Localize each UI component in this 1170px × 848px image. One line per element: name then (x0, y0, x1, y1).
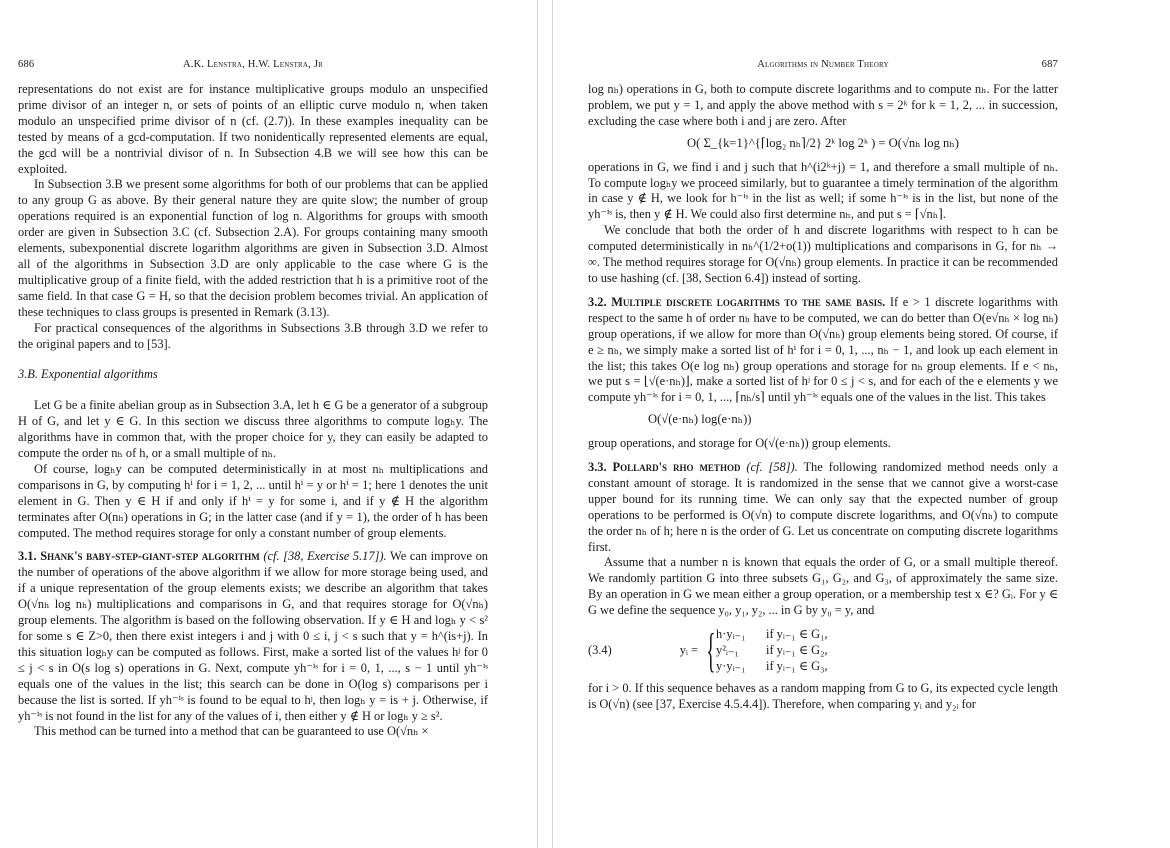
display-formula: O(√(e·nₕ) log(e·nₕ)) (648, 412, 752, 427)
case-expression: y·yᵢ₋₁ (716, 659, 746, 674)
right-header-title: Algorithms in Number Theory (757, 59, 889, 71)
case-condition: if yᵢ₋₁ ∈ G₂, (766, 643, 828, 658)
paragraph: We conclude that both the order of h and discrete logarithms with respect to h can be computed deterministically in nₕ^(1/2+o(1)) multiplications and comparisons in G, for nₕ → ∞. The method requires storage for O(√nₕ) group elements. In practice it can be recommended to use hashing (cf. [38, Section 6.4]) instead of sorting. (588, 223, 1058, 285)
paragraph: representations do not exist are for instance multiplicative groups modulo an unspecified prime divisor of an integer n, or sets of points of an elliptic curve modulo n, when taken modulo an unspecified prime divisor of n (cf. (2.7)). In these examples inequality can be tested by means of a gcd-computation. If two nonidentically represented elements are equal, the gcd will be a nontrivial divisor of n. In Subsection 4.B we will see how this can be exploited. (18, 82, 488, 176)
paragraph: Let G be a finite abelian group as in Subsection 3.A, let h ∈ G be a generator of a subgroup H of G, and let y ∈ G. In this section we discuss three algorithms to compute logₕy. The algorithms have in common that, with the proper choice for y, they can easily be adapted to compute the order nₕ of h, or a small multiple of nₕ. (18, 398, 488, 461)
page-gutter-left (537, 0, 538, 848)
right-page (588, 0, 1058, 713)
section-heading: 3.3. Pollard's rho method (588, 460, 741, 475)
section-heading: 3.2. Multiple discrete logarithms to the same basis. (588, 294, 886, 309)
equation-cases (716, 627, 827, 675)
case-expression: h·yᵢ₋₁ (716, 627, 746, 642)
right-page-body (588, 82, 1058, 713)
right-page-number: 687 (1041, 59, 1058, 71)
paragraph: log nₕ) operations in G, both to compute discrete logarithms and to compute nₕ. For the latter problem, we put y = 1, and apply the above method with s = 2ᵏ for k = 1, 2, ... in succession, excluding the case where both i and j are zero. After (588, 82, 1058, 128)
section-reference: (cf. [58]). (740, 460, 798, 475)
paragraph: This method can be turned into a method that can be guaranteed to use O(√nₕ × (34, 724, 429, 739)
equation-lhs: yᵢ = (679, 643, 698, 658)
display-formula: O( Σ_{k=1}^{⌈log₂ nₕ⌉/2} 2ᵏ log 2ᵏ ) = O(√nₕ log nₕ) (687, 135, 959, 150)
paragraph: for i > 0. If this sequence behaves as a random mapping from G to G, its expected cycle length is O(√n) (see [37, Exercise 4.5.4.4]). Therefore, when comparing yᵢ and y₂ᵢ for (588, 681, 1058, 711)
section-heading: 3.1. Shank's baby-step-giant-step algorithm (18, 549, 260, 564)
page-gutter-right (552, 0, 553, 848)
right-running-header (588, 56, 1058, 74)
left-running-header (18, 56, 488, 74)
left-header-title: A.K. Lenstra, H.W. Lenstra, Jr (183, 59, 323, 71)
left-page-number: 686 (18, 59, 35, 71)
left-page-body (18, 82, 488, 740)
left-brace: { (706, 624, 716, 678)
paragraph: group operations, and storage for O(√(e·nₕ)) group elements. (588, 436, 891, 451)
paragraph: If e > 1 discrete logarithms with respect to the same h of order nₕ have to be computed, we can do better than O(e√nₕ × log nₕ) group operations, if we allow for more than O(√nₕ) group elements being stored. Of course, if e ≥ nₕ, we simply make a sorted list of hⁱ for i = 0, 1, ..., nₕ − 1, and look up each element in the list; this takes O(e log nₕ) group operations and storage for nₕ group elements. If e < nₕ, we put s = ⌊√(e·nₕ)⌋, make a sorted list of hʲ for 0 ≤ j < s, and for each of the e elements y we compute yh⁻ⁱˢ for i = 0, 1, ..., ⌈nₕ/s⌉ until yh⁻ⁱˢ equals one of the values in the list. This takes (588, 294, 1058, 405)
paragraph: We can improve on the number of operations of the above algorithm if we allow for more storage being used, and if a unique representation of the group elements exists; we describe an algorithm that takes O(√nₕ log nₕ) multiplications and comparisons in G, and that requires storage for O(√nₕ) group elements. The algorithm is based on the following observation. If y ∈ H and logₕ y < s² for some s ∈ Z>0, then there exist integers i and j with 0 ≤ i, j < s such that y = h^(is+j). In this situation logₕy can be computed as follows. First, make a sorted list of the values hʲ for 0 ≤ j < s in O(s log s) operations in G. Next, compute yh⁻ⁱˢ for i = 0, 1, ..., s − 1 until yh⁻ⁱˢ equals one of the values in the list; this search can be done in O(log s) comparisons per i because the list is sorted. If yh⁻ⁱˢ is found to be equal to hʲ, then logₕ y = is + j. Otherwise, if yh⁻ⁱˢ is not found in the list for any of the values of i, then either y ∉ H or logₕ y ≥ s². (18, 549, 488, 723)
paragraph: operations in G, we find i and j such that h^(i2ᵏ+j) = 1, and therefore a small multiple of nₕ. To compute logₕy we proceed similarly, but to guarantee a timely termination of the algorithm in case y ∉ H, we look for h⁻ⁱˢ in the list as well; if some h⁻ⁱˢ is in the list, but none of the yh⁻ⁱˢ is, then y ∉ H. We could also first determine nₕ, and put s = ⌈√nₕ⌉. (588, 159, 1058, 222)
section-reference: (cf. [38, Exercise 5.17]). (259, 549, 387, 564)
equation-label: (3.4) (588, 643, 612, 658)
section-3-3 (588, 460, 1058, 555)
paragraph: In Subsection 3.B we present some algorithms for both of our problems that can be applied to any group G as above. By their general nature they are quite slow; the number of group operations required is an exponential function of log n. Algorithms for groups with smooth order are given in Subsection 3.C (cf. Subsection 2.A). For groups containing many smooth elements, subexponential discrete logarithm algorithms are given in Subsection 3.D. Almost all of the algorithms in Subsection 3.D are only applicable to the case where G is the multiplicative group of a finite field, with the added restriction that h is a primitive root of the same field. In that case G = H, so that the decision problem becomes trivial. An application of these techniques to class groups is presented in Remark (3.13). (18, 177, 488, 319)
section-3-2 (588, 295, 1058, 406)
equation-3-4 (588, 624, 1058, 678)
paragraph: For practical consequences of the algorithms in Subsections 3.B through 3.D we refer to the original papers and to [53]. (18, 320, 488, 351)
left-page (18, 0, 488, 740)
section-3-1 (18, 549, 488, 724)
paragraph: The following randomized method needs only a constant amount of storage. It is randomized in the sense that we cannot give a worst-case upper bound for its running time. We can only say that the expected number of group operations to be performed is O(√n) to compute discrete logarithms, and O(√nₕ) to compute the order nₕ of h; here n is the order of G. Let us concentrate on computing discrete logarithms first. (588, 460, 1058, 554)
case-expression: y²ᵢ₋₁ (716, 643, 739, 658)
case-condition: if yᵢ₋₁ ∈ G₁, (766, 627, 828, 642)
paragraph: Of course, logₕy can be computed deterministically in at most nₕ multiplications and comparisons in G, by computing hⁱ for i = 1, 2, ... until hⁱ = y or hⁱ = 1; here 1 denotes the unit element in G. Then y ∈ H if and only if hⁱ = y for some i, and if y ∉ H the algorithm terminates after O(nₕ) operations in G; in the latter case (and if y = 1), the order of h has been computed. The method requires storage for only a constant number of group elements. (18, 461, 488, 540)
subsection-heading: 3.B. Exponential algorithms (18, 367, 158, 382)
paragraph: Assume that a number n is known that equals the order of G, or a small multiple thereof. We randomly partition G into three subsets G₁, G₂, and G₃, of approximately the same size. By an operation in G we mean either a group operation, or a membership test x ∈? Gᵢ. For y ∈ G we define the sequence y₀, y₁, y₂, ... in G by y₀ = y, and (588, 555, 1058, 618)
case-condition: if yᵢ₋₁ ∈ G₃, (766, 659, 828, 674)
